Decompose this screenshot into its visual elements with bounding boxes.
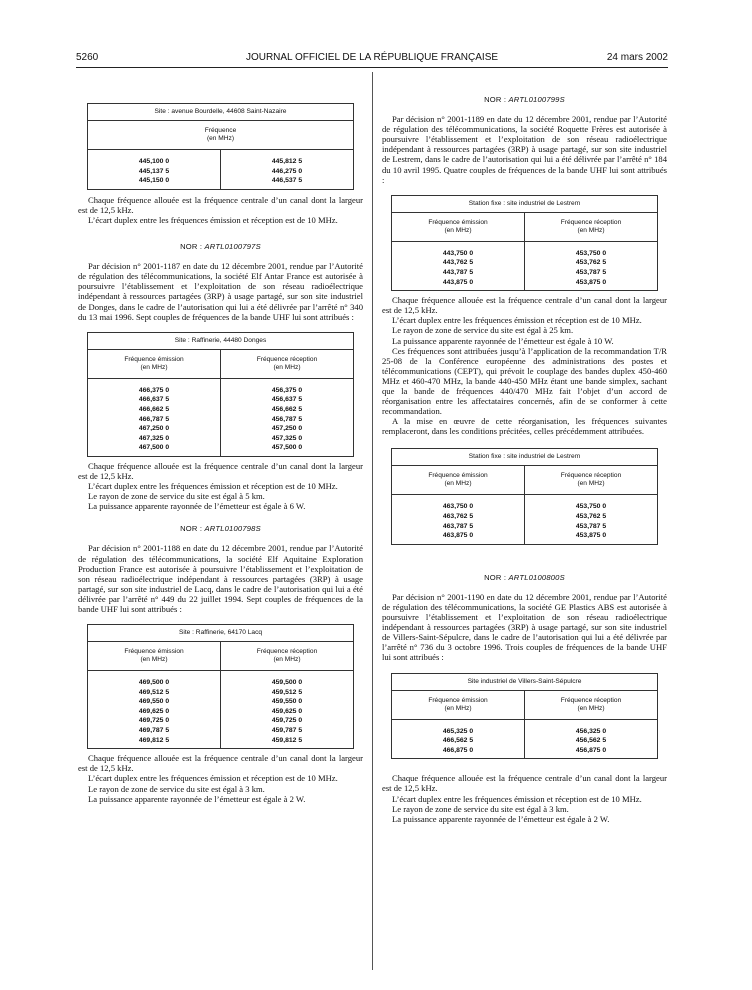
paragraph: La puissance apparente rayonnée de l’émetteur est égale à 2 W. bbox=[88, 793, 306, 804]
table-cell: 446,275 0 bbox=[271, 167, 303, 175]
table-header: Fréquence émission (en MHz) bbox=[88, 349, 221, 378]
table-cell: 456,662 5 bbox=[271, 405, 303, 413]
table-cell: 466,637 5 bbox=[138, 396, 170, 404]
table-cell: 456,787 5 bbox=[271, 415, 303, 423]
table-cell: 466,875 0 bbox=[442, 746, 474, 754]
table-cell: 467,250 0 bbox=[138, 425, 170, 433]
table-cell: 443,762 5 bbox=[442, 259, 474, 267]
paragraph: La puissance apparente rayonnée de l’émetteur est égale à 2 W. bbox=[392, 813, 610, 824]
table-site-label: Station fixe : site industriel de Lestrem bbox=[392, 449, 658, 466]
table-header: Fréquence émission (en MHz) bbox=[392, 466, 525, 495]
table-cell: 446,537 5 bbox=[271, 177, 303, 185]
paragraph: Le rayon de zone de service du site est égal à 3 km. bbox=[392, 803, 569, 814]
table-cell: 445,137 5 bbox=[138, 167, 170, 175]
table-cell: 443,875 0 bbox=[442, 278, 474, 286]
nor-id: ARTL0100800S bbox=[508, 572, 565, 582]
paragraph: La puissance apparente rayonnée de l’émetteur est égale à 6 W. bbox=[88, 501, 306, 512]
table-cell: 463,750 0 bbox=[442, 503, 474, 511]
table-column-values bbox=[88, 150, 221, 190]
paragraph: Le rayon de zone de service du site est égal à 5 km. bbox=[88, 491, 265, 502]
nor-reference bbox=[382, 95, 667, 105]
table-column-values bbox=[392, 495, 525, 544]
table-cell: 453,875 0 bbox=[575, 278, 607, 286]
table-cell: 445,150 0 bbox=[138, 177, 170, 185]
table-header: Fréquence réception (en MHz) bbox=[221, 642, 354, 671]
table-cell: 469,500 0 bbox=[138, 679, 170, 687]
table-cell: 459,512 5 bbox=[271, 688, 303, 696]
left-column bbox=[78, 76, 363, 804]
paragraph: Par décision n° 2001-1188 en date du 12 décembre 2001, rendue par l’Autorité de régulation des télécommunications, la société Elf Aquitaine Exploration Production France est autorisée à poursuivre l’établissement et l’exploitation de son réseau radioélectrique indépendant à ressources partagées (3RP) à usage partagé, sur son site industriel de Lacq, dans le cadre de l’autorisation qui lui a été délivrée par l’arrêté n° 449 du 22 juillet 1994. Sept couples de fréquences de la bande UHF lui sont attribués : bbox=[78, 543, 363, 614]
nor-reference bbox=[382, 573, 667, 583]
table-cell: 456,562 5 bbox=[575, 737, 607, 745]
frequency-table-saint-nazaire bbox=[87, 103, 354, 190]
table-cell: 443,750 0 bbox=[442, 249, 474, 257]
paragraph: L’écart duplex entre les fréquences émission et réception est de 10 MHz. bbox=[88, 481, 338, 492]
table-cell: 459,725 0 bbox=[271, 717, 303, 725]
table-cell: 456,325 0 bbox=[575, 727, 607, 735]
frequency-table-villers bbox=[391, 673, 658, 760]
table-column-values bbox=[392, 719, 525, 759]
paragraph: Le rayon de zone de service du site est égal à 3 km. bbox=[88, 783, 265, 794]
table-cell: 453,787 5 bbox=[575, 268, 607, 276]
table-cell: 459,550 0 bbox=[271, 698, 303, 706]
table-cell: 457,325 0 bbox=[271, 434, 303, 442]
paragraph: L’écart duplex entre les fréquences émission et réception est de 10 MHz. bbox=[88, 773, 338, 784]
paragraph: La puissance apparente rayonnée de l’émetteur est égale à 10 W. bbox=[392, 335, 614, 346]
table-cell: 466,562 5 bbox=[442, 737, 474, 745]
table-column-values bbox=[221, 378, 354, 456]
nor-reference bbox=[78, 242, 363, 252]
table-cell: 445,100 0 bbox=[138, 158, 170, 165]
table-cell: 467,500 0 bbox=[138, 444, 170, 452]
frequency-table-lestrem-future bbox=[391, 448, 658, 544]
table-site-label: Station fixe : site industriel de Lestrem bbox=[392, 195, 658, 212]
table-cell: 467,325 0 bbox=[138, 434, 170, 442]
table-cell: 453,787 5 bbox=[575, 522, 607, 530]
page-header bbox=[76, 52, 668, 66]
table-header: Fréquence réception (en MHz) bbox=[525, 212, 658, 241]
frequency-table-lacq bbox=[87, 624, 354, 749]
paragraph: L’écart duplex entre les fréquences émission et réception est de 10 MHz. bbox=[392, 315, 642, 326]
nor-label: NOR : bbox=[180, 242, 203, 252]
table-cell: 456,875 0 bbox=[575, 746, 607, 754]
table-cell: 469,512 5 bbox=[138, 688, 170, 696]
table-cell: 463,875 0 bbox=[442, 532, 474, 540]
table-cell: 466,787 5 bbox=[138, 415, 170, 423]
table-header: Fréquence émission (en MHz) bbox=[392, 212, 525, 241]
right-column bbox=[382, 76, 667, 824]
table-header: Fréquence réception (en MHz) bbox=[221, 349, 354, 378]
journal-title: JOURNAL OFFICIEL DE LA RÉPUBLIQUE FRANÇAISE bbox=[245, 52, 499, 63]
table-cell: 459,787 5 bbox=[271, 727, 303, 735]
frequency-table-donges bbox=[87, 332, 354, 457]
table-cell: 453,762 5 bbox=[575, 259, 607, 267]
table-header: Fréquence émission (en MHz) bbox=[88, 642, 221, 671]
paragraph: Par décision n° 2001-1189 en date du 12 décembre 2001, rendue par l’Autorité de régulation des télécommunications, la société Roquette Frères est autorisée à poursuivre l’établissement et l’exploitation de son réseau radioélectrique indépendant à ressources partagées (3RP) à usage partagé, sur son site industriel de Lestrem, dans le cadre de l’autorisation qui lui a été délivrée par l’arrêté n° 184 du 10 avril 1995. Quatre couples de fréquences de la bande UHF lui sont attribués : bbox=[382, 114, 667, 185]
table-cell: 465,325 0 bbox=[442, 727, 474, 735]
table-cell: 453,750 0 bbox=[575, 249, 607, 257]
table-column-values bbox=[88, 378, 221, 456]
table-column-values bbox=[525, 495, 658, 544]
table-column-values bbox=[221, 671, 354, 749]
paragraph: Chaque fréquence allouée est la fréquence centrale d’un canal dont la largeur est de 12,5 kHz. bbox=[78, 194, 363, 215]
paragraph: Par décision n° 2001-1187 en date du 12 décembre 2001, rendue par l’Autorité de régulation des télécommunications, la société Elf Antar France est autorisée à poursuivre l’établissement et l’exploitation de son réseau radioélectrique indépendant à ressources partagées (3RP) à usage partagé, sur son site industriel de Donges, dans le cadre de l’autorisation qui lui a été délivrée par l’arrêté n° 340 du 13 mai 1996. Sept couples de fréquences de la bande UHF lui sont attribués : bbox=[78, 261, 363, 322]
table-cell: 456,637 5 bbox=[271, 396, 303, 404]
table-column-values bbox=[221, 150, 354, 190]
nor-id: ARTL0100798S bbox=[204, 524, 261, 534]
page-number: 5260 bbox=[76, 52, 99, 63]
table-cell: 469,812 5 bbox=[138, 736, 170, 744]
table-site-label: Site : Raffinerie, 64170 Lacq bbox=[88, 625, 354, 642]
table-cell: 457,500 0 bbox=[271, 444, 303, 452]
table-cell: 457,250 0 bbox=[271, 425, 303, 433]
table-column-values bbox=[88, 671, 221, 749]
column-divider bbox=[372, 72, 373, 970]
table-cell: 469,625 0 bbox=[138, 707, 170, 715]
paragraph: Par décision n° 2001-1190 en date du 12 décembre 2001, rendue par l’Autorité de régulation des télécommunications, la société GE Plastics ABS est autorisée à poursuivre l’établissement et l’exploitation de son réseau radioélectrique indépendant à ressources partagées (3RP) à usage partagé, sur son site industriel de Villers-Saint-Sépulcre, dans le cadre de l’autorisation qui lui a été délivrée par l’arrêté n° 736 du 3 octobre 1996. Trois couples de fréquences de la bande UHF lui sont attribués : bbox=[382, 591, 667, 663]
paragraph: Chaque fréquence allouée est la fréquence centrale d’un canal dont la largeur est de 12,5 kHz. bbox=[382, 773, 667, 794]
frequency-table-lestrem-current bbox=[391, 195, 658, 291]
table-cell: 445,812 5 bbox=[271, 158, 303, 165]
table-cell: 459,625 0 bbox=[271, 707, 303, 715]
table-site-label: Site : avenue Bourdelle, 44608 Saint-Nazaire bbox=[88, 104, 354, 121]
nor-label: NOR : bbox=[180, 524, 203, 534]
table-cell: 463,762 5 bbox=[442, 513, 474, 521]
paragraph: Chaque fréquence allouée est la fréquence centrale d’un canal dont la largeur est de 12,5 kHz. bbox=[78, 753, 363, 774]
table-cell: 459,500 0 bbox=[271, 679, 303, 687]
paragraph: Chaque fréquence allouée est la fréquence centrale d’un canal dont la largeur est de 12,5 kHz. bbox=[78, 460, 363, 481]
paragraph: L’écart duplex entre les fréquences émission et réception est de 10 MHz. bbox=[88, 214, 338, 225]
table-cell: 456,375 0 bbox=[271, 386, 303, 394]
table-cell: 453,762 5 bbox=[575, 513, 607, 521]
table-site-label: Site : Raffinerie, 44480 Donges bbox=[88, 332, 354, 349]
table-column-values bbox=[392, 241, 525, 290]
table-cell: 466,375 0 bbox=[138, 386, 170, 394]
issue-date: 24 mars 2002 bbox=[606, 52, 668, 63]
table-cell: 453,875 0 bbox=[575, 532, 607, 540]
table-cell: 459,812 5 bbox=[271, 736, 303, 744]
table-cell: 443,787 5 bbox=[442, 268, 474, 276]
table-cell: 469,550 0 bbox=[138, 698, 170, 706]
table-site-label: Site industriel de Villers-Saint-Sépulcre bbox=[392, 673, 658, 690]
table-header: Fréquence émission (en MHz) bbox=[392, 690, 525, 719]
table-cell: 469,725 0 bbox=[138, 717, 170, 725]
paragraph: Le rayon de zone de service du site est égal à 25 km. bbox=[392, 325, 574, 336]
table-cell: 463,787 5 bbox=[442, 522, 474, 530]
table-cell: 453,750 0 bbox=[575, 503, 607, 511]
paragraph: Chaque fréquence allouée est la fréquence centrale d’un canal dont la largeur est de 12,5 kHz. bbox=[382, 295, 667, 316]
header-rule bbox=[76, 67, 668, 68]
nor-label: NOR : bbox=[484, 572, 507, 582]
table-column-values bbox=[525, 241, 658, 290]
nor-id: ARTL0100797S bbox=[204, 242, 261, 252]
table-column-values bbox=[525, 719, 658, 759]
nor-id: ARTL0100799S bbox=[508, 95, 565, 104]
paragraph: A la mise en œuvre de cette réorganisation, les fréquences suivantes remplaceront, dans les conditions précitées, celles précédemment attribuées. bbox=[382, 416, 667, 437]
paragraph: Ces fréquences sont attribuées jusqu’à l’application de la recommandation T/R 25-08 de la Conférence européenne des administrations des postes et télécommunications (CEPT), qui prévoit le couplage des bandes duplex 450-460 MHz et 460-470 MHz, la bande 440-450 MHz étant une bande simplex, sachant que la bande de fréquences 440/470 MHz fait l’objet d’un accord de réorganisation entre les affectataires concernés, afin de se conformer à cette recommandation. bbox=[382, 345, 667, 417]
table-header: Fréquence réception (en MHz) bbox=[525, 466, 658, 495]
table-header: Fréquence (en MHz) bbox=[88, 121, 354, 150]
table-cell: 466,662 5 bbox=[138, 405, 170, 413]
nor-label: NOR : bbox=[484, 95, 507, 104]
paragraph: L’écart duplex entre les fréquences émission et réception est de 10 MHz. bbox=[392, 793, 642, 804]
nor-reference bbox=[78, 524, 363, 534]
table-cell: 469,787 5 bbox=[138, 727, 170, 735]
table-header: Fréquence réception (en MHz) bbox=[525, 690, 658, 719]
